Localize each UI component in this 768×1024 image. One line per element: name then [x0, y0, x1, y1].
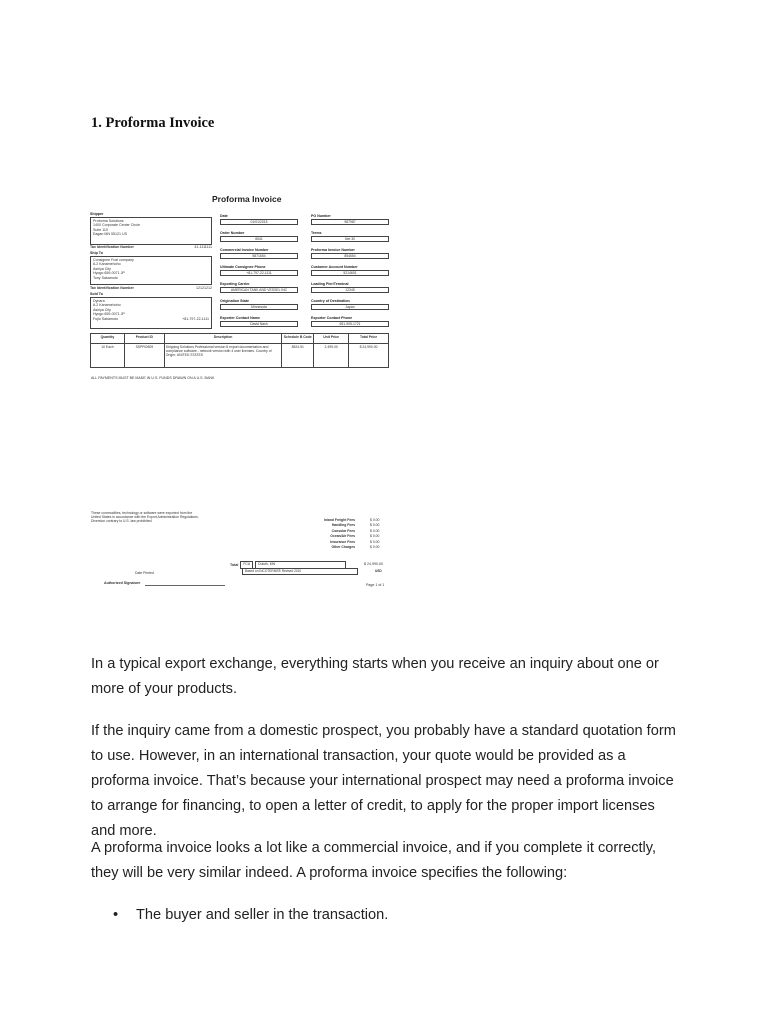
field-customer-account-number	[311, 265, 389, 276]
field-label: Origination State	[220, 299, 249, 303]
shipper-line: Eagan MN 55121 US	[93, 232, 127, 237]
charge-value: $ 0.00	[370, 523, 380, 528]
charge-value: $ 0.00	[370, 518, 380, 522]
field-consignee-phone	[220, 265, 298, 276]
charge-label: Ocean/Air Fees	[330, 534, 355, 539]
section-heading: 1. Proforma Invoice	[91, 115, 215, 131]
ship-to-line: Tony Sakamoto	[93, 275, 118, 280]
shipper-line: 1400 Corporate Center Circle	[93, 223, 140, 228]
cell-total-price: $ 24,990.00	[349, 344, 389, 368]
field-po-number	[311, 214, 389, 225]
ship-to-label: Ship To	[90, 251, 103, 255]
sold-to-line: 8-2 Kanamehoho	[93, 303, 121, 308]
incoterms-note: Based on INCOTERMS® Revised 2010	[242, 568, 358, 575]
authorized-signature-label: Authorized Signature	[104, 581, 141, 585]
invoice-image-bottom	[90, 508, 390, 594]
incoterm-box: FCA	[240, 561, 253, 569]
field-exporter-contact-name	[220, 316, 298, 327]
field-loading-pier	[311, 282, 389, 293]
bullet-item-1: The buyer and seller in the transaction.	[136, 907, 389, 923]
field-label: Exporter Contact Phone	[311, 316, 353, 320]
invoice-image-top	[90, 190, 390, 385]
invoice-items-table	[90, 333, 389, 368]
field-value: 5214651	[311, 270, 389, 276]
cell-schedule-b: 8524.91	[282, 344, 314, 368]
table-row	[91, 344, 389, 368]
cell-product-id: SSPRO809	[124, 344, 164, 368]
paragraph-3: A proforma invoice looks a lot like a commercial invoice, and if you complete it correctly, they will be very similar indeed. A proforma invoice specifies the following:	[91, 840, 657, 881]
sold-to-label: Sold To	[90, 292, 103, 296]
tax-id-row-2	[90, 286, 212, 290]
paragraph-2: If the inquiry came from a domestic prospect, you probably have a standard quotation form to use. However, in an international transaction, your quote would be provided as a proforma invoice. That’s because your international prospect may need a proforma invoice to arrange for financing, to open a letter of credit, to apply for the proper import licenses and more.	[91, 723, 676, 839]
tax-id-row-1	[90, 245, 212, 249]
field-label: Commercial Invoice Number	[220, 248, 269, 252]
sold-to-line: Fujio Sakamoto	[93, 316, 118, 321]
field-value: Net 30	[311, 236, 389, 242]
column-header: Description	[164, 334, 281, 344]
field-exporter-contact-phone	[311, 316, 389, 327]
field-value: David Nash	[220, 321, 298, 327]
invoice-title: Proforma Invoice	[212, 194, 282, 204]
field-value: AMERICAN TANK AND VESSEL INC	[220, 287, 298, 293]
charge-value: $ 0.00	[370, 545, 380, 550]
shipper-label: Shipper	[90, 212, 104, 216]
sold-to-contact-row	[93, 317, 209, 321]
shipper-line: Proforma Solutions	[93, 219, 124, 223]
field-label: PO Number	[311, 214, 331, 218]
field-label: Exporter Contact Name	[220, 316, 260, 320]
bullet-marker: •	[113, 907, 119, 923]
field-date	[220, 214, 298, 225]
field-value: 987987	[311, 219, 389, 225]
field-exporting-carrier	[220, 282, 298, 293]
column-header: Unit Price	[314, 334, 349, 344]
total-value: $ 24,990.00	[364, 562, 383, 566]
field-origination-state	[220, 299, 298, 310]
cell-unit-price: 2,499.00	[314, 344, 349, 368]
page-count: Page 1 of 1	[366, 583, 385, 587]
column-header: Total Price	[349, 334, 389, 344]
date-printed-label: Date Printed	[135, 571, 154, 575]
field-label: Exporting Carrier	[220, 282, 250, 286]
ship-to-line: Ashiya City	[93, 266, 111, 271]
field-label: Proforma Invoice Number	[311, 248, 355, 252]
charge-label: Insurance Fees	[330, 539, 355, 544]
column-header: Schedule B Code	[282, 334, 314, 344]
payment-note: ALL PAYMENTS MUST BE MADE IN U.S. FUNDS DRAWN ON A U.S. BANK	[91, 376, 215, 380]
field-order-number	[220, 231, 298, 242]
ship-to-box	[90, 256, 212, 285]
currency-label: USD	[375, 569, 382, 573]
shipper-line: Suite 110	[93, 227, 108, 232]
charge-label: Handling Fees	[331, 523, 355, 528]
column-header: Quantity	[91, 334, 125, 344]
total-label: Total	[230, 563, 239, 567]
column-header: Product ID	[124, 334, 164, 344]
tax-id-label: Tax Identification Number	[90, 245, 134, 249]
sold-to-box	[90, 297, 212, 329]
charges-list	[300, 518, 390, 550]
field-terms	[311, 231, 389, 242]
charge-label: Inland Freight Fees	[323, 518, 355, 522]
field-label: Ultimate Consignee Phone	[220, 265, 266, 269]
field-label: Loading Pier/Terminal	[311, 282, 349, 286]
field-value: 6541	[220, 236, 298, 242]
cell-description: Shipping Solutions Professional version 8 export documentation and compliance software - network version with 4 user licenses. Country of Origin: UNITED STATES	[164, 344, 281, 368]
field-label: Customer Account Number	[311, 265, 358, 269]
tax-id-value: 12121212	[196, 286, 212, 290]
charge-row	[300, 545, 390, 550]
sold-to-phone: +81-797-22-1111	[182, 316, 209, 321]
cell-quantity: 10 Each	[91, 344, 125, 368]
field-value: 5871654	[220, 253, 298, 259]
field-label: Country of Destination	[311, 299, 350, 303]
ship-to-line: Consignee Fuel company	[93, 258, 134, 262]
field-value: Japan	[311, 304, 389, 310]
field-label: Terms	[311, 231, 322, 235]
sold-to-line: Hyogo 659-0071 JP	[93, 312, 125, 317]
charge-value: $ 0.00	[370, 528, 380, 533]
field-value: +81-797-22-1111	[220, 270, 298, 276]
tax-id-label: Tax Identification Number	[90, 286, 134, 290]
incoterm-place-box: Duluth, MN	[255, 561, 346, 569]
ship-to-line: 8-2 Kanamehoho	[93, 262, 121, 267]
field-country-of-destination	[311, 299, 389, 310]
tax-id-value: 41-1111111	[194, 245, 212, 249]
table-header-row	[91, 334, 389, 344]
charge-value: $ 0.00	[370, 534, 380, 539]
sold-to-line: Dynara	[93, 299, 105, 303]
field-label: Order Number	[220, 231, 245, 235]
field-proforma-invoice-number	[311, 248, 389, 259]
shipper-box	[90, 217, 212, 245]
charge-value: $ 0.00	[370, 539, 380, 544]
ship-to-line: Hyogo 659-0071 JP	[93, 271, 125, 276]
paragraph-1: In a typical export exchange, everything starts when you receive an inquiry about one or more of your products.	[91, 656, 659, 697]
signature-line	[145, 585, 225, 586]
export-note: These commodities, technology or software were exported from the United States in accordance with the Export Administration Regulations. Diversion contrary to U.S. law prohibited.	[91, 511, 199, 524]
field-value: 854654	[311, 253, 389, 259]
charge-label: Other Charges	[331, 545, 355, 550]
field-value: 12345	[311, 287, 389, 293]
charge-label: Consular Fees	[331, 528, 355, 533]
field-value: 651-905-1721	[311, 321, 389, 327]
field-label: Date	[220, 214, 228, 218]
field-value: Minnesota	[220, 304, 298, 310]
field-commercial-invoice-number	[220, 248, 298, 259]
field-value: 01/01/2015	[220, 219, 298, 225]
sold-to-line: Ashiya City	[93, 307, 111, 312]
